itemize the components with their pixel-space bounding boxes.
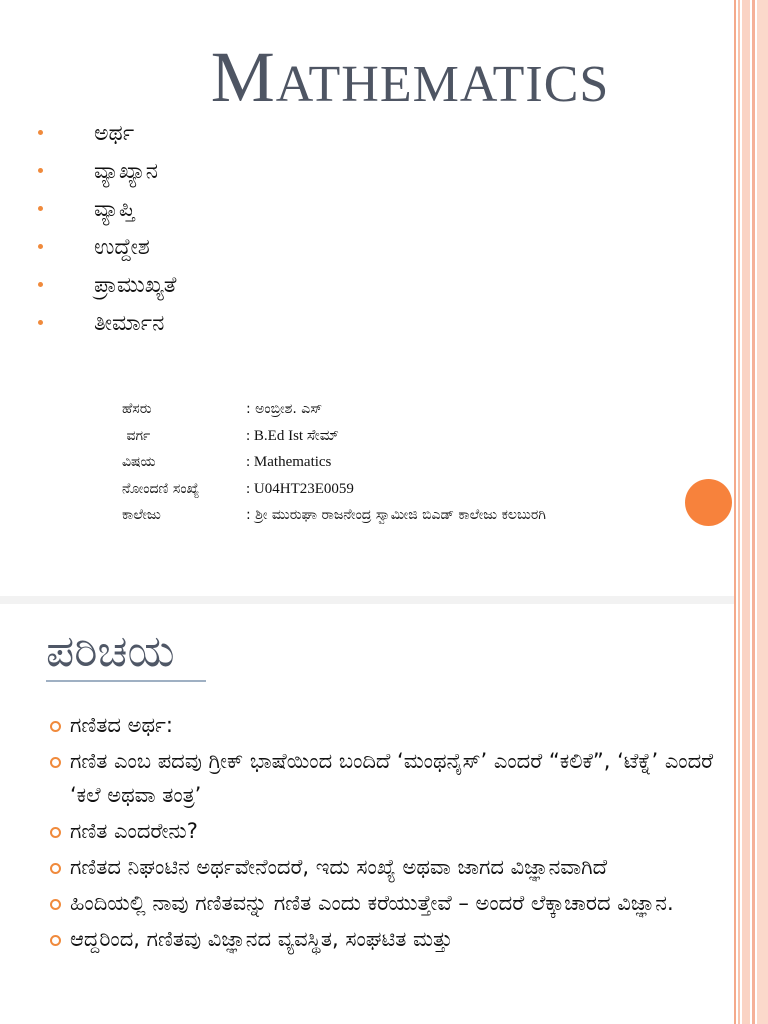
detail-value: : B.Ed Ist ಸೇಮ್	[246, 427, 339, 444]
section-heading: ಪರಿಚಯ	[46, 626, 175, 677]
bullet-icon	[38, 282, 43, 287]
detail-value: : ಶ್ರೀ ಮುರುಘಾ ರಾಜನೇಂದ್ರ ಸ್ವಾಮೀಜಿ ಬಿಎಡ್ ಕಾಲೇಜು ಕಲಬುರಗಿ	[246, 507, 546, 523]
list-item	[46, 886, 736, 920]
bullet-icon	[38, 244, 43, 249]
item-text: ಆದ್ದರಿಂದ, ಗಣಿತವು ವಿಜ್ಞಾನದ ವ್ಯವಸ್ಥಿತ, ಸಂಘಟಿತ ಮತ್ತು	[70, 927, 453, 951]
detail-value: : ಅಂಬ್ರೀಶ. ಎಸ್	[246, 401, 323, 417]
list-item	[46, 922, 736, 956]
list-item	[46, 850, 736, 884]
topic-label: ಅರ್ಥ	[94, 121, 135, 146]
title-rest: ATHEMATICS	[275, 56, 610, 113]
item-text: ಗಣಿತದ ಅರ್ಥ:	[70, 713, 173, 737]
title-initial: M	[210, 37, 276, 117]
detail-value: : U04HT23E0059	[246, 480, 354, 497]
stripe	[742, 0, 750, 1024]
list-item	[46, 744, 736, 812]
detail-label: ಕಾಲೇಜು	[122, 507, 161, 523]
topic-label: ವ್ಯಾಖ್ಯಾನ	[94, 159, 158, 184]
ring-bullet-icon	[50, 721, 61, 732]
detail-label: ಹೆಸರು	[122, 401, 152, 417]
stripe	[752, 0, 755, 1024]
ring-bullet-icon	[50, 935, 61, 946]
intro-list	[46, 708, 736, 958]
topic-label: ತೀರ್ಮಾನ	[94, 311, 165, 336]
detail-label: ವಿಷಯ	[122, 454, 156, 470]
detail-value: : Mathematics	[246, 454, 332, 470]
topic-label: ವ್ಯಾಪ್ತಿ	[94, 197, 135, 222]
item-text: ಗಣಿತ ಎಂದರೇನು?	[70, 819, 198, 843]
bullet-icon	[38, 168, 43, 173]
bullet-icon	[38, 320, 43, 325]
topic-label: ಉದ್ದೇಶ	[94, 235, 150, 260]
slide-divider	[0, 596, 734, 604]
stripe	[757, 0, 768, 1024]
list-item	[46, 814, 736, 848]
item-text: ಗಣಿತ ಎಂಬ ಪದವು ಗ್ರೀಕ್ ಭಾಷೆಯಿಂದ ಬಂದಿದೆ ‘ಮಂಥನೈಸ್’ ಎಂದರೆ “ಕಲಿಕೆ”, ‘ಟೆಕ್ನೆ’ ಎಂದರೆ ‘ಕಲೆ ಅಥವಾ ತಂತ್ರ’	[70, 749, 714, 807]
decorative-circle	[685, 479, 732, 526]
bullet-icon	[38, 206, 43, 211]
decorative-stripes	[734, 0, 768, 1024]
heading-underline	[46, 680, 206, 682]
ring-bullet-icon	[50, 899, 61, 910]
stripe	[738, 0, 740, 1024]
topic-label: ಪ್ರಾಮುಖ್ಯತೆ	[94, 273, 177, 298]
page-title	[0, 36, 768, 119]
item-text: ಗಣಿತದ ನಿಘಂಟಿನ ಅರ್ಥವೇನೆಂದರೆ, ಇದು ಸಂಖ್ಯೆ ಅಥವಾ ಜಾಗದ ವಿಜ್ಞಾನವಾಗಿದೆ	[70, 855, 608, 879]
detail-label: ವರ್ಗ	[122, 427, 151, 444]
ring-bullet-icon	[50, 827, 61, 838]
ring-bullet-icon	[50, 863, 61, 874]
list-item	[46, 708, 736, 742]
item-text: ಹಿಂದಿಯಲ್ಲಿ ನಾವು ಗಣಿತವನ್ನು ಗಣಿತ ಎಂದು ಕರೆಯುತ್ತೇವೆ – ಅಂದರೆ ಲೆಕ್ಕಾಚಾರದ ವಿಜ್ಞಾನ.	[70, 891, 674, 915]
detail-label: ನೋಂದಣಿ ಸಂಖ್ಯೆ	[122, 480, 200, 497]
bullet-icon	[38, 130, 43, 135]
ring-bullet-icon	[50, 757, 61, 768]
